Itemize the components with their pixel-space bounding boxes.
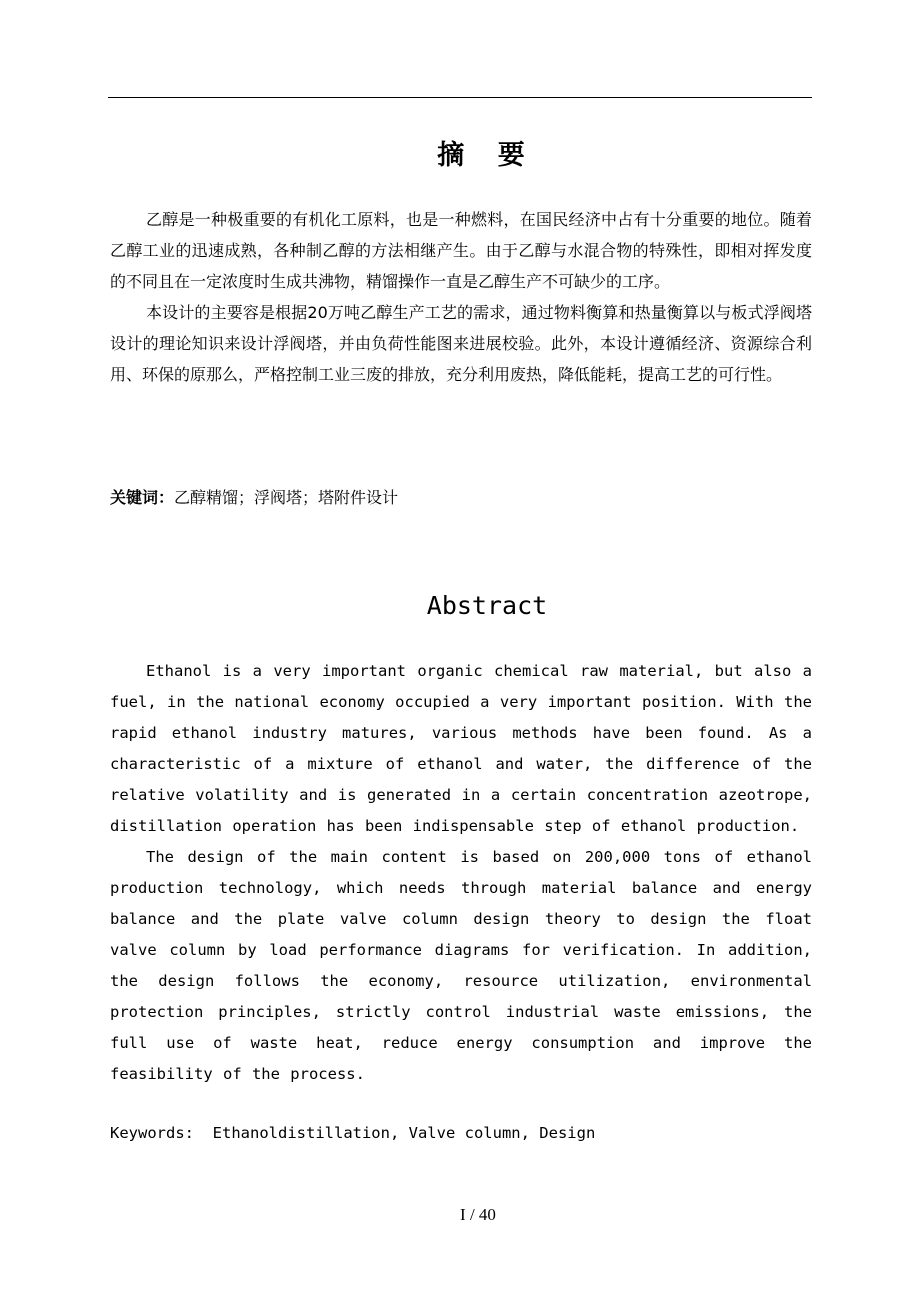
page-number: I / 40 — [460, 1205, 496, 1224]
english-paragraph-1: Ethanol is a very important organic chemical raw material, but also a fuel, in the national economy occupied a very important position. With the rapid ethanol industry matures, various methods have been found. As a characteristic of a mixture of ethanol and water, the difference of the relative volatility and is generated in a certain concentration azeotrope, distillation operation has been indispensable step of ethanol production. — [110, 662, 812, 835]
chinese-paragraph-1: 乙醇是一种极重要的有机化工原料，也是一种燃料，在国民经济中占有十分重要的地位。随着乙醇工业的迅速成熟，各种制乙醇的方法相继产生。由于乙醇与水混合物的特殊性，即相对挥发度的不同且在一定浓度时生成共沸物，精馏操作一直是乙醇生产不可缺少的工序。 — [110, 210, 812, 291]
english-abstract-title: Abstract — [426, 591, 548, 620]
english-paragraph-2: The design of the main content is based on 200,000 tons of ethanol production technology, which needs through material balance and energy balance and the plate valve column design theory to design the float valve column by load performance diagrams for verification. In addition, the design follows the economy, resource utilization, environmental protection principles, strictly control industrial waste emissions, the full use of waste heat, reduce energy consumption and improve the feasibility of the process. — [110, 848, 812, 1083]
english-abstract-body — [110, 656, 812, 1090]
chinese-keywords-value: 乙醇精馏；浮阀塔；塔附件设计 — [174, 488, 399, 507]
english-keywords-label: Keywords: — [110, 1124, 194, 1142]
chinese-abstract-title: 摘 要 — [437, 140, 537, 171]
chinese-abstract-body — [110, 204, 812, 390]
chinese-paragraph-2: 本设计的主要容是根据20万吨乙醇生产工艺的需求，通过物料衡算和热量衡算以与板式浮阀塔设计的理论知识来设计浮阀塔，并由负荷性能图来进展校验。此外，本设计遵循经济、资源综合利用、环保的原那么，严格控制工业三废的排放，充分利用废热，降低能耗，提高工艺的可行性。 — [110, 303, 812, 384]
chinese-keywords-label: 关键词： — [110, 488, 175, 507]
header-rule — [108, 97, 812, 98]
chinese-keywords — [110, 482, 812, 513]
english-keywords-value: Ethanoldistillation, Valve column, Design — [212, 1124, 596, 1142]
english-keywords — [110, 1118, 812, 1149]
